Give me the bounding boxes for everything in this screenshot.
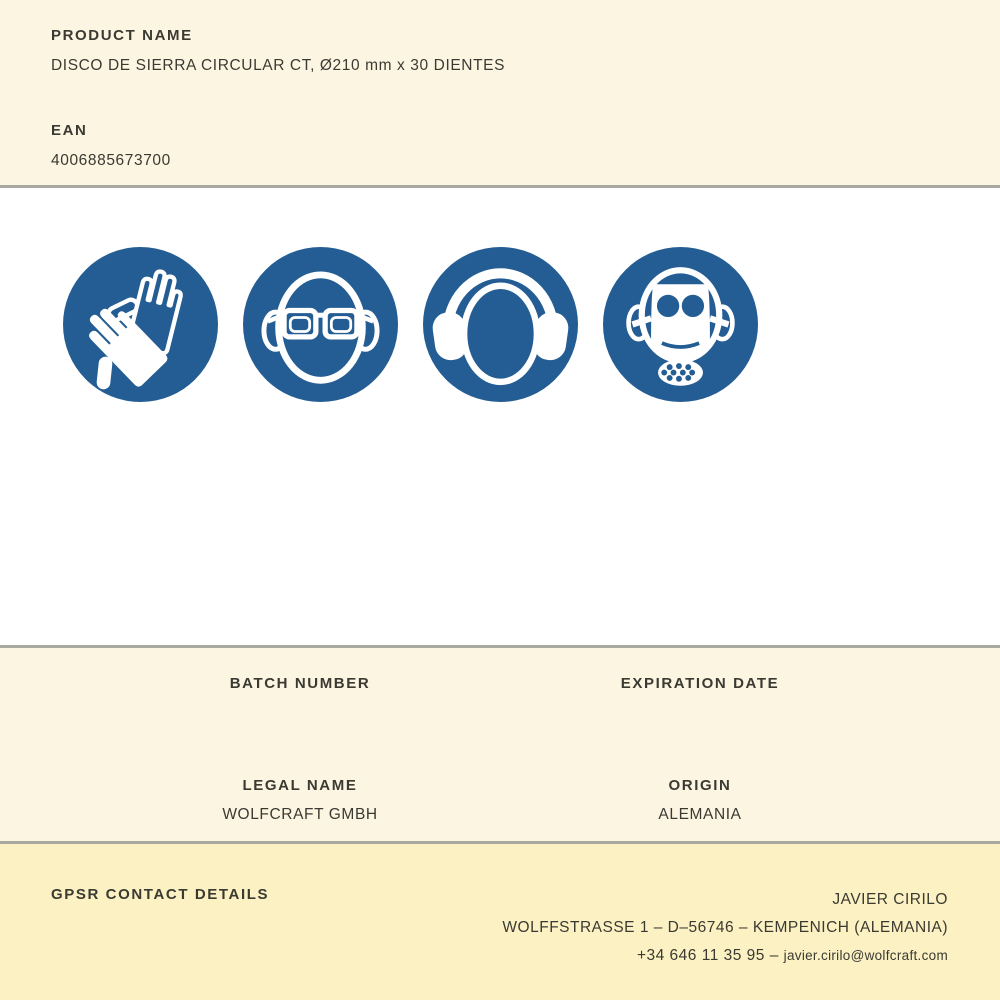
wear-respiratory-protection-icon	[603, 247, 758, 402]
ean-label: EAN	[51, 122, 88, 139]
wear-protective-gloves-icon	[63, 247, 218, 402]
grid-row-gap	[100, 722, 500, 777]
contact-address: WOLFFSTRASSE 1 – D–56746 – KEMPENICH (ALEMANIA)	[502, 919, 948, 936]
product-name-label: PRODUCT NAME	[51, 27, 193, 44]
product-header-section	[0, 0, 1000, 185]
batch-number-value	[100, 704, 500, 722]
gpsr-contact-label: GPSR CONTACT DETAILS	[51, 886, 270, 903]
legal-name-label: LEGAL NAME	[242, 777, 358, 794]
contact-phone: +34 646 11 35 95 –	[636, 947, 779, 964]
origin-field	[500, 777, 900, 824]
batch-number-field	[100, 675, 500, 722]
contact-email: javier.cirilo@wolfcraft.com	[783, 948, 948, 963]
expiration-date-label: EXPIRATION DATE	[620, 675, 780, 692]
details-section	[0, 648, 1000, 841]
wear-eye-protection-icon	[243, 247, 398, 402]
gpsr-contact-info	[502, 886, 948, 970]
safety-icons-row	[63, 247, 1000, 402]
details-grid	[100, 675, 900, 824]
contact-person-name: JAVIER CIRILO	[832, 891, 948, 908]
grid-row-gap	[500, 722, 900, 777]
ean-value: 4006885673700	[51, 152, 171, 169]
expiration-date-field	[500, 675, 900, 722]
contact-phone-email-line	[502, 942, 948, 970]
legal-name-value: WOLFCRAFT GMBH	[222, 806, 378, 823]
legal-name-field	[100, 777, 500, 824]
origin-value: ALEMANIA	[658, 806, 742, 823]
gpsr-contact-section	[0, 844, 1000, 1000]
product-name-block	[51, 27, 949, 75]
ean-block	[51, 122, 949, 170]
safety-icons-section	[0, 188, 1000, 645]
batch-number-label: BATCH NUMBER	[229, 675, 371, 692]
product-name-value: DISCO DE SIERRA CIRCULAR CT, Ø210 mm x 30 DIENTES	[51, 57, 506, 74]
wear-ear-protection-icon	[423, 247, 578, 402]
expiration-date-value	[500, 704, 900, 722]
origin-label: ORIGIN	[668, 777, 732, 794]
